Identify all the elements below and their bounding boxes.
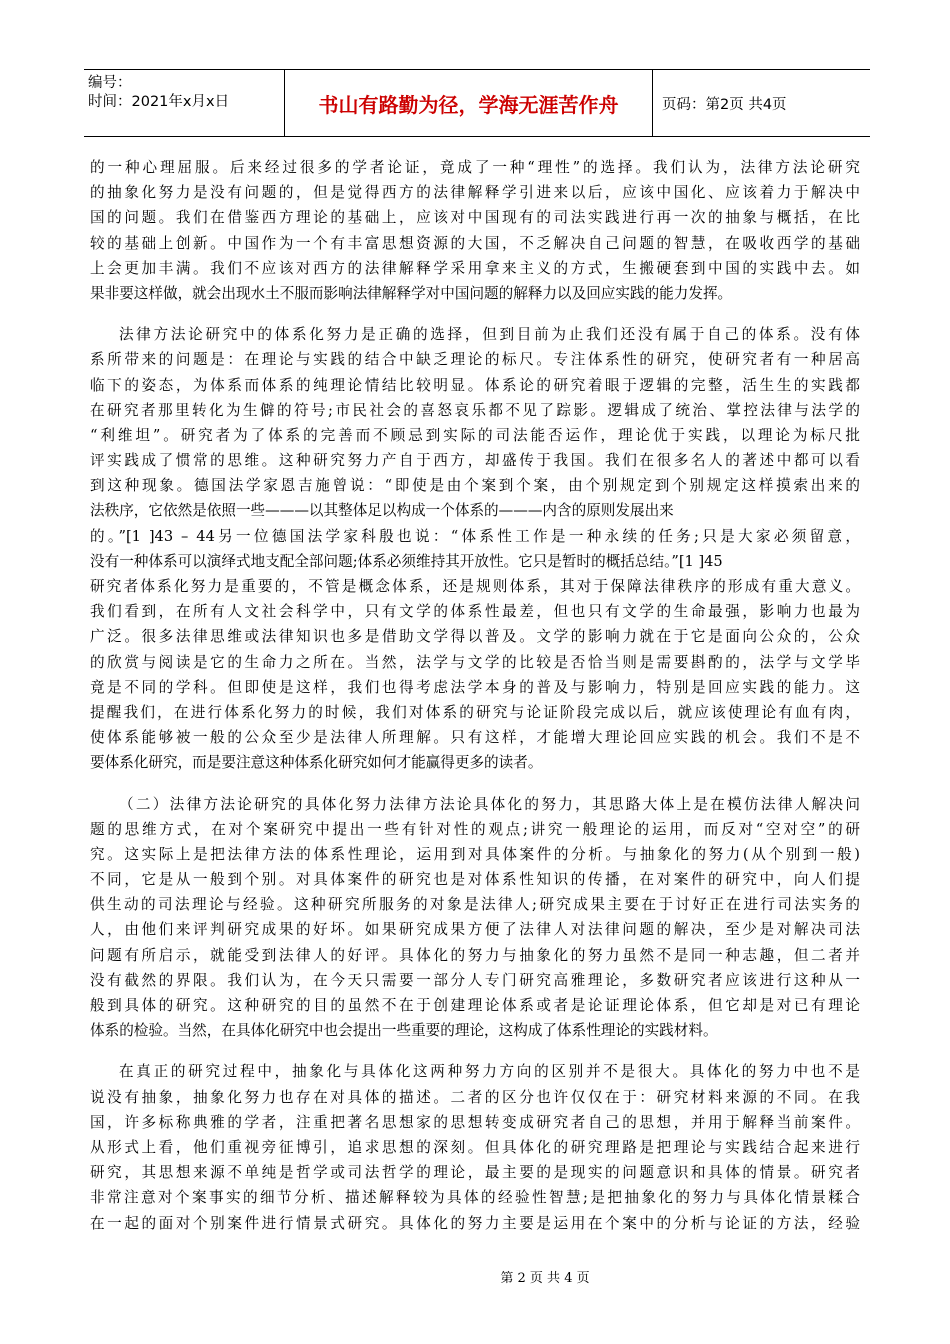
text-line: 体系的检验。当然，在具体化研究中也会提出一些重要的理论，这构成了体系性理论的实践材料。 [90,1022,718,1040]
footer-page-number: 第 2 页 共 4 页 [500,1271,590,1286]
text-line: 人，由他们来评判研究成果的好坏。如果研究成果方便了法律人对法律问题的解决，至少是对解决司法 [90,921,860,939]
text-line: 没有截然的界限。我们认为，在今天只需要一部分人专门研究高雅理论，多数研究者应该进行这种从一 [90,971,860,989]
text-line: 提醒我们，在进行体系化努力的时候，我们对体系的研究与论证阶段完成以后，就应该使理论有血有肉， [90,703,860,721]
text-line: 的。”[1 ]43 – 44另一位德国法学家科殷也说：“体系性工作是一种永续的任务;只是大家必须留意， [90,527,860,545]
text-line: 没有一种体系可以演绎式地支配全部问题;体系必须维持其开放性。它只是暂时的概括总结。”[1 ]45 [90,552,723,570]
paragraph-1 [90,155,860,306]
text-line: 系所带来的问题是：在理论与实践的结合中缺乏理论的标尺。专注体系性的研究，使研究者有一种居高 [90,351,860,369]
text-line: 果非要这样做，就会出现水土不服而影响法律解释学对中国问题的解释力以及回应实践的能力发挥。 [90,284,733,302]
text-line: 的欣赏与阅读是它的生命力之所在。当然，法学与文学的比较是否恰当则是需要斟酌的，法学与文学毕 [90,653,860,671]
text-line: 在一起的面对个别案件进行情景式研究。具体化的努力主要是运用在个案中的分析与论证的方法，经验 [90,1214,860,1232]
header-motto: 书山有路勤为径，学海无涯苦作舟 [285,70,653,136]
text-line: 非常注意对个案事实的细节分析、描述解释较为具体的经验性智慧;是把抽象化的努力与具体化情景糅合 [90,1189,860,1207]
text-line: 评实践成了惯常的思维。这种研究努力产自于西方，却盛传于我国。我们在很多名人的著述中都可以看 [90,452,860,470]
text-line: 说没有抽象，抽象化努力也存在对具体的描述。二者的区分也许仅仅在于：研究材料来源的不同。在我 [90,1088,860,1106]
text-line: 广泛。很多法律思维或法律知识也多是借助文学得以普及。文学的影响力就在于它是面向公众的，公众 [90,628,860,646]
text-line: 般到具体的研究。这种研究的目的虽然不在于创建理论体系或者是论证理论体系，但它却是对已有理论 [90,997,860,1014]
text-line: 供生动的司法理论与经验。这种研究所服务的对象是法律人;研究成果主要在于讨好正在进行司法实务的 [90,896,860,914]
text-line: 国的问题。我们在借鉴西方理论的基础上，应该对中国现有的司法实践进行再一次的抽象与概括，在比 [90,209,860,227]
number-label: 编号： [88,75,132,91]
text-line: 我们看到，在所有人文社会科学中，只有文学的体系性最差，但也只有文学的生命最强，影响力也最为 [90,603,860,621]
text-line: 上会更加丰满。我们不应该对西方的法律解释学采用拿来主义的方式，生搬硬套到中国的实践中去。如 [90,259,860,277]
paragraph-3 [90,792,860,1044]
text-line: “利维坦”。研究者为了体系的完善而不顾忌到实际的司法能否运作，理论优于实践，以理论为标尺批 [90,426,860,444]
text-line: 法律方法论研究中的体系化努力是正确的选择，但到目前为止我们还没有属于自己的体系。没有体 [119,326,860,344]
text-line: 从形式上看，他们重视旁征博引，追求思想的深刻。但具体化的研究理路是把理论与实践结合起来进行 [90,1138,860,1156]
date-label: 时间：2021年x月x日 [88,94,230,110]
text-line: 不同，它是从一般到个别。对具体案件的研究也是对体系性知识的传播，在对案件的研究中，向人们提 [90,871,860,889]
text-line: 竟是不同的学科。但即使是这样，我们也得考虑法学本身的普及与影响力，特别是回应实践的能力。这 [90,678,860,696]
text-line: 法秩序，它依然是依照一些———以其整体足以构成一个体系的———内含的原则发展出来 [90,502,674,520]
text-line: 研究，其思想来源不单纯是哲学或司法哲学的理论，最主要的是现实的问题意识和具体的情景。研究者 [90,1164,860,1182]
text-line: 究。这实际上是把法律方法的体系性理论，运用到对具体案件的分析。与抽象化的努力(从个别到一般) [90,845,860,863]
text-line: 的一种心理屈服。后来经过很多的学者论证，竟成了一种“理性”的选择。我们认为，法律方法论研究 [90,159,860,176]
paragraph-4 [90,1059,860,1235]
text-line: 在研究者那里转化为生僻的符号;市民社会的喜怒哀乐都不见了踪影。逻辑成了统治、掌控法律与法学的 [90,401,860,419]
paragraph-2 [90,322,860,775]
document-body [90,155,860,1236]
text-line: 题的思维方式，在对个案研究中提出一些有针对性的观点;讲究一般理论的运用，而反对“空对空”的研 [90,820,860,838]
text-line: 研究者体系化努力是重要的，不管是概念体系，还是规则体系，其对于保障法律秩序的形成有重大意义。 [90,578,860,595]
text-line: 到这种现象。德国法学家恩吉施曾说：“即使是由个案到个案，由个别规定到个别规定这样摸索出来的 [90,477,860,495]
text-line: 要体系化研究，而是要注意这种体系化研究如何才能赢得更多的读者。 [90,754,543,772]
header-meta [84,70,285,136]
text-line: 在真正的研究过程中，抽象化与具体化这两种努力方向的区别并不是很大。具体化的努力中也不是 [119,1063,860,1081]
text-line: 临下的姿态，为体系而体系的纯理论情结比较明显。体系论的研究着眼于逻辑的完整，活生生的实践都 [90,376,860,394]
text-line: （二）法律方法论研究的具体化努力法律方法论具体化的努力，其思路大体上是在模仿法律人解决问 [119,795,860,813]
text-line: 问题有所启示，就能受到法律人的好评。具体化的努力与抽象化的努力虽然不是同一种志趣，但二者并 [90,946,860,964]
text-line: 国，许多标称典雅的学者，注重把著名思想家的思想转变成研究者自己的思想，并用于解释当前案件。 [90,1113,860,1131]
header-page-info: 页码：第2页 共4页 [662,96,787,113]
page-header [84,69,870,137]
text-line: 使体系能够被一般的公众至少是法律人所理解。只有这样，才能增大理论回应实践的机会。我们不是不 [90,729,860,747]
text-line: 较的基础上创新。中国作为一个有丰富思想资源的大国，不乏解决自己问题的智慧，在吸收西学的基础 [90,234,860,252]
page-footer [0,1267,950,1286]
text-line: 的抽象化努力是没有问题的，但是觉得西方的法律解释学引进来以后，应该中国化、应该着力于解决中 [90,184,860,202]
